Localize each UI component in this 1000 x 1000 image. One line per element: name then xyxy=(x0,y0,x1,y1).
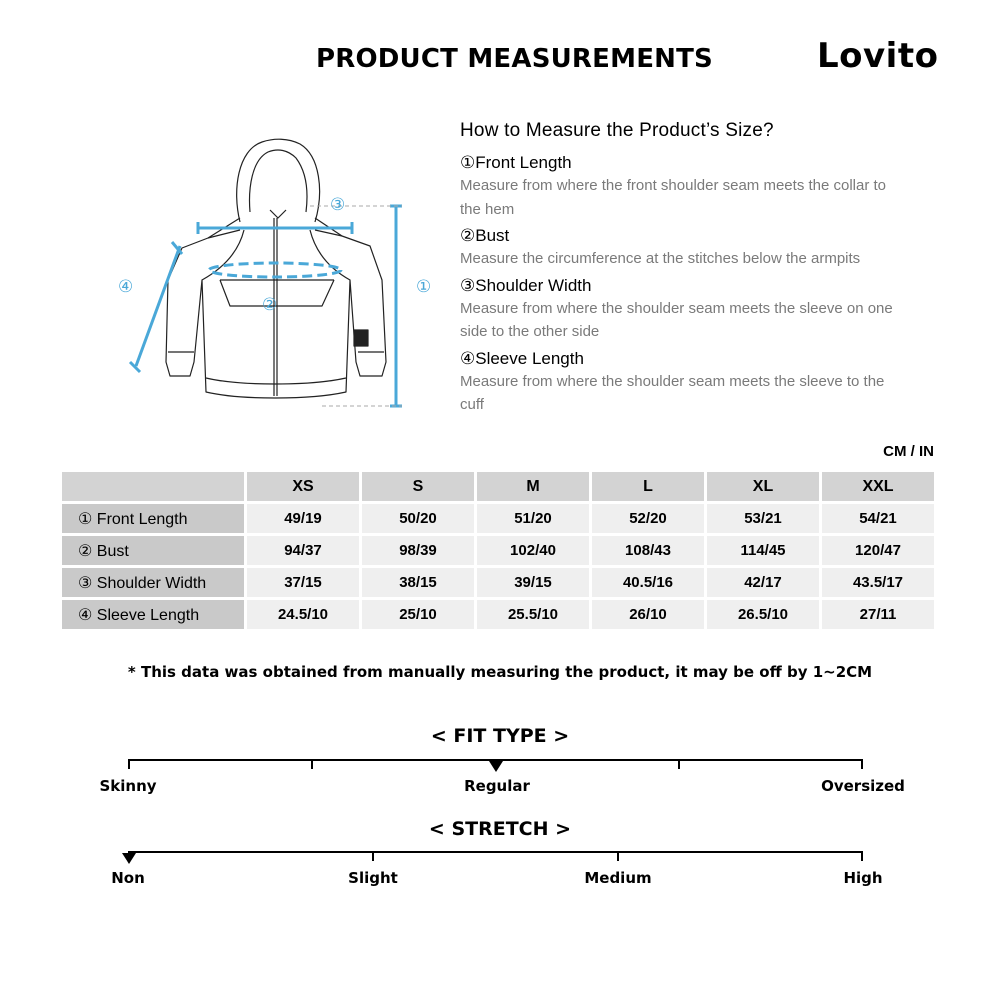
row-label: ④ Sleeve Length xyxy=(62,600,244,629)
table-cell: 39/15 xyxy=(477,568,589,597)
guide-item-desc: Measure the circumference at the stitches below the armpits xyxy=(460,250,861,267)
table-cell: 43.5/17 xyxy=(822,568,934,597)
guide-item-title: ②Bust xyxy=(460,226,510,245)
guide-item-shoulder-width xyxy=(460,275,930,344)
stretch-label-high: High xyxy=(843,869,883,887)
table-cell: 38/15 xyxy=(362,568,474,597)
stretch-marker xyxy=(122,853,136,864)
guide-item-bust xyxy=(460,225,930,271)
table-row xyxy=(62,568,934,597)
fit-label-oversized: Oversized xyxy=(821,777,905,795)
table-cell: 108/43 xyxy=(592,536,704,565)
table-cell: 98/39 xyxy=(362,536,474,565)
fit-type-tick xyxy=(311,759,313,769)
table-cell: 53/21 xyxy=(707,504,819,533)
fit-label-skinny: Skinny xyxy=(99,777,157,795)
table-cell: 24.5/10 xyxy=(247,600,359,629)
stretch-scale-line xyxy=(128,851,863,853)
table-cell: 26.5/10 xyxy=(707,600,819,629)
guide-item-desc: Measure from where the front shoulder seam meets the collar to the hem xyxy=(460,177,887,218)
table-row xyxy=(62,504,934,533)
row-label: ① Front Length xyxy=(62,504,244,533)
marker-shoulder: ③ xyxy=(330,195,346,215)
size-header: M xyxy=(477,472,589,501)
table-cell: 40.5/16 xyxy=(592,568,704,597)
stretch-label-slight: Slight xyxy=(348,869,398,887)
table-cell: 114/45 xyxy=(707,536,819,565)
hood-inner xyxy=(250,150,307,212)
fit-type-tick xyxy=(861,759,863,769)
stretch-tick xyxy=(372,851,374,861)
guide-heading: How to Measure the Product’s Size? xyxy=(460,120,774,141)
unit-label: CM / IN xyxy=(883,443,934,460)
size-header: S xyxy=(362,472,474,501)
table-cell: 102/40 xyxy=(477,536,589,565)
table-cell: 52/20 xyxy=(592,504,704,533)
guide-item-desc: Measure from where the shoulder seam meets the sleeve to the cuff xyxy=(460,372,885,413)
table-cell: 54/21 xyxy=(822,504,934,533)
page-title: PRODUCT MEASUREMENTS xyxy=(316,44,713,74)
brand-logo: Lovito xyxy=(817,36,939,76)
table-cell: 37/15 xyxy=(247,568,359,597)
stretch-label-non: Non xyxy=(111,869,145,887)
table-corner-cell xyxy=(62,472,244,501)
marker-bust: ② xyxy=(262,295,278,315)
guide-item-title: ③Shoulder Width xyxy=(460,275,592,295)
size-header: XXL xyxy=(822,472,934,501)
marker-sleeve: ④ xyxy=(118,277,134,297)
guide-item-desc: Measure from where the shoulder seam meets the sleeve on one side to the other side xyxy=(460,299,893,340)
measurement-guide xyxy=(460,120,930,421)
marker-front-length: ① xyxy=(416,277,432,297)
guide-item-title: ①Front Length xyxy=(460,153,572,172)
table-row xyxy=(62,600,934,629)
hood-outline xyxy=(237,139,320,222)
table-cell: 94/37 xyxy=(247,536,359,565)
fit-type-tick xyxy=(128,759,130,769)
row-label: ③ Shoulder Width xyxy=(62,568,244,597)
fit-type-title: < FIT TYPE > xyxy=(430,725,570,747)
table-row xyxy=(62,536,934,565)
table-cell: 27/11 xyxy=(822,600,934,629)
table-cell: 25.5/10 xyxy=(477,600,589,629)
guide-item-front-length xyxy=(460,152,930,221)
table-header-row xyxy=(62,472,934,501)
size-table xyxy=(59,469,937,632)
table-cell: 50/20 xyxy=(362,504,474,533)
table-cell: 42/17 xyxy=(707,568,819,597)
size-header: XL xyxy=(707,472,819,501)
stretch-label-medium: Medium xyxy=(584,869,652,887)
hoodie-diagram xyxy=(110,130,440,420)
table-cell: 120/47 xyxy=(822,536,934,565)
guide-item-title: ④Sleeve Length xyxy=(460,348,584,368)
guide-item-sleeve-length xyxy=(460,348,930,417)
stretch-title: < STRETCH > xyxy=(428,818,572,840)
stretch-tick xyxy=(617,851,619,861)
size-header: XS xyxy=(247,472,359,501)
size-header: L xyxy=(592,472,704,501)
table-cell: 49/19 xyxy=(247,504,359,533)
fit-type-tick xyxy=(678,759,680,769)
fit-label-regular: Regular xyxy=(464,777,530,795)
table-cell: 25/10 xyxy=(362,600,474,629)
table-cell: 26/10 xyxy=(592,600,704,629)
row-label: ② Bust xyxy=(62,536,244,565)
stretch-tick xyxy=(861,851,863,861)
table-cell: 51/20 xyxy=(477,504,589,533)
measurement-note: * This data was obtained from manually measuring the product, it may be off by 1~2CM xyxy=(127,663,873,681)
fit-type-marker xyxy=(489,761,503,772)
